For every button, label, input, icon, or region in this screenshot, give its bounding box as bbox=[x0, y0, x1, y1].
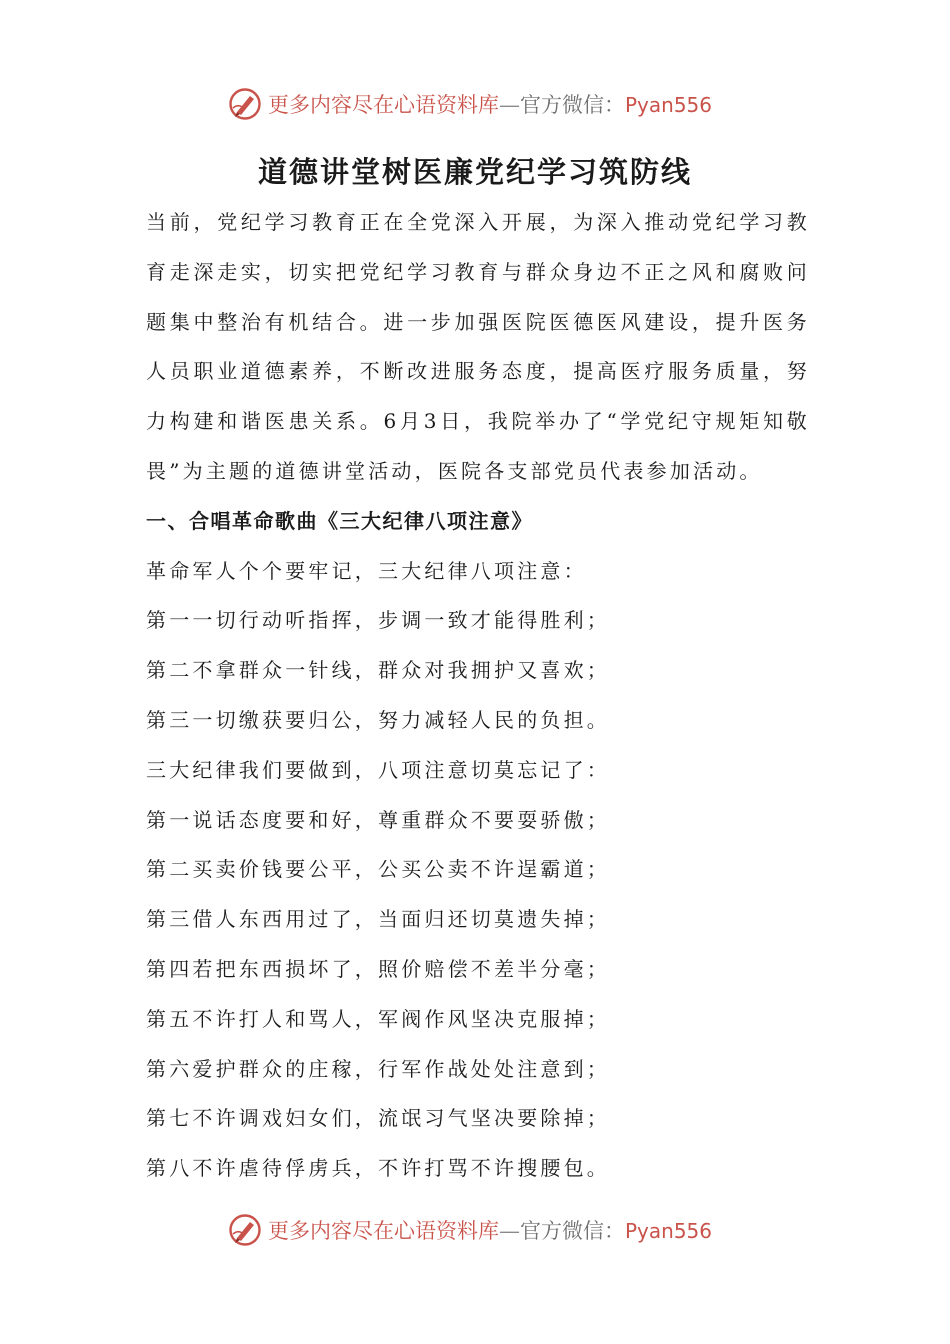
song-lyrics bbox=[146, 547, 810, 1194]
banner-dash: — bbox=[499, 93, 520, 117]
banner-text bbox=[268, 89, 712, 119]
lyric-line: 三大纪律我们要做到，八项注意切莫忘记了： bbox=[146, 757, 610, 782]
banner-wechat-label: 官方微信： bbox=[520, 93, 625, 117]
footer-banner bbox=[228, 1210, 712, 1250]
document-title: 道德讲堂树医廉党纪学习筑防线 bbox=[257, 155, 692, 189]
document-body bbox=[146, 198, 810, 1194]
lyric-line: 第一说话态度要和好，尊重群众不要耍骄傲； bbox=[146, 807, 610, 832]
lyric-line: 第八不许虐待俘虏兵，不许打骂不许搜腰包。 bbox=[146, 1156, 610, 1181]
intro-paragraph: 当前，党纪学习教育正在全党深入开展，为深入推动党纪学习教育走深走实，切实把党纪学习教育与群众身边不正之风和腐败问题集中整治有机结合。进一步加强医院医德医风建设，提升医务人员职业道德素养，不断改进服务态度，提高医疗服务质量，努力构建和谐医患关系。6月3日，我院举办了“学党纪守规矩知敬畏”为主题的道德讲堂活动，医院各支部党员代表参加活动。 bbox=[146, 210, 810, 483]
pen-logo-icon bbox=[228, 87, 262, 121]
banner-wechat-id: Pyan556 bbox=[625, 1219, 713, 1243]
header-banner bbox=[228, 84, 712, 124]
banner-wechat-label: 官方微信： bbox=[520, 1219, 625, 1243]
lyric-line: 第六爱护群众的庄稼，行军作战处处注意到； bbox=[146, 1056, 610, 1081]
lyric-line: 第一一切行动听指挥，步调一致才能得胜利； bbox=[146, 608, 610, 633]
lyric-line: 革命军人个个要牢记，三大纪律八项注意： bbox=[146, 558, 587, 583]
lyric-line: 第五不许打人和骂人，军阀作风坚决克服掉； bbox=[146, 1006, 610, 1031]
banner-brand: 更多内容尽在心语资料库 bbox=[268, 93, 499, 117]
lyric-line: 第三借人东西用过了，当面归还切莫遗失掉； bbox=[146, 907, 610, 932]
lyric-line: 第二不拿群众一针线，群众对我拥护又喜欢； bbox=[146, 658, 610, 683]
lyric-line: 第四若把东西损坏了，照价赔偿不差半分毫； bbox=[146, 956, 610, 981]
pen-logo-icon bbox=[228, 1213, 262, 1247]
banner-brand: 更多内容尽在心语资料库 bbox=[268, 1219, 499, 1243]
section-heading-1: 一、合唱革命歌曲《三大纪律八项注意》 bbox=[146, 508, 533, 533]
lyric-line: 第二买卖价钱要公平，公买公卖不许逞霸道； bbox=[146, 857, 610, 882]
banner-dash: — bbox=[499, 1219, 520, 1243]
banner-wechat-id: Pyan556 bbox=[625, 93, 713, 117]
lyric-line: 第三一切缴获要归公，努力减轻人民的负担。 bbox=[146, 707, 610, 732]
lyric-line: 第七不许调戏妇女们，流氓习气坚决要除掉； bbox=[146, 1106, 610, 1131]
banner-text bbox=[268, 1215, 712, 1245]
